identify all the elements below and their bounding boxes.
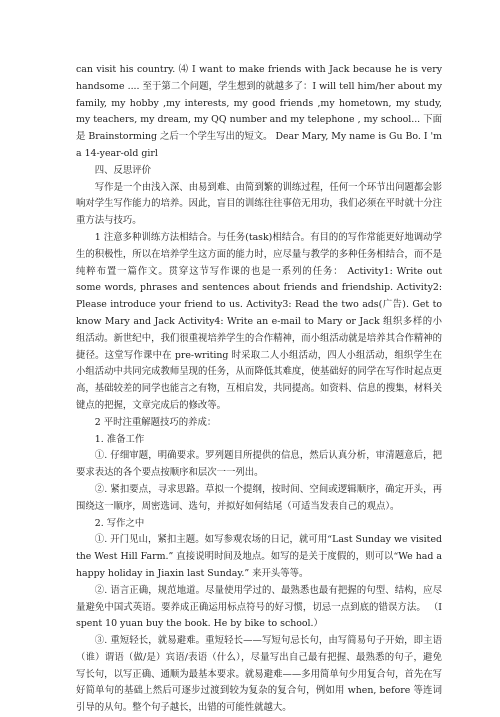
paragraph-problem-solving-skills: 2 平时注重解题技巧的养成： xyxy=(94,416,217,428)
subheading-during-writing: 2. 写作之中 xyxy=(94,517,145,529)
paragraph-prep-step-1: ①. 仔细审题，明确要求。罗列题目所提供的信息，然后认真分析，审清题意后，把要求表达的各个要点按顺序和层次一一列出。 xyxy=(76,450,442,479)
paragraph-writing-step-3: ③. 重短轻长，就易避难。重短轻长——写短句忌长句，由写简易句子开始，即主语（谁）谓语（做/是）宾语/表语（什么），尽量写出自己最有把握、最熟悉的句子，避免写长句，以写正确、通顺为最基本要求。就易避难——多用简单句少用复合句，首先在写好简单句的基础上然后可逐步过渡到较为复杂的复合句，例如用 when, before 等连词引导的从句。整个句子越长，出错的可能性就越大。 xyxy=(76,635,442,714)
paragraph-writing-step-2: ②. 语言正确，规范地道。尽量使用学过的、最熟悉也最有把握的句型、结构，应尽量避免中国式英语。要养成正确运用标点符号的好习惯，切忌一点到底的错误方法。 （I spent 10 yuan buy the book. He by bike to school.） xyxy=(76,584,442,630)
paragraph-training-methods: 1 注意多种训练方法相结合。与任务(task)相结合。有目的的写作常能更好地调动学生的积极性，所以在培养学生这方面的能力时，应尽量与教学的多种任务相结合，而不是纯粹布置一篇作文。贯穿这节写作课的也是一系列的任务： Activity1: Write out some words, phrases and sentences about friends and friendship. Activity2: Please introduce your friend to us. Activity3: Read the two ads(广告). Get to know Mary and Jack Activity4: Write an e-mail to Mary or Jack 组织多样的小组活动。新世纪中，我们很重视培养学生的合作精神，而小组活动就是培养其合作精神的捷径。这堂写作课中在 pre-writing 时采取二人小组活动，四人小组活动，组织学生在小组活动中共同完成教师呈现的任务，从而降低其难度，使基础好的同学在写作时起点更高，基础较差的同学也能言之有物，互相启发，共同提高。如资料、信息的搜集，材料关键点的把握，文章完成后的修改等。 xyxy=(76,231,442,411)
paragraph-writing-step-1: ①. 开门见山，紧扣主题。如写参观农场的日记，就可用“Last Sunday we visited the West Hill Farm.” 直接说明时间及地点。如写的是关于度假的，则可以“We had a happy holiday in Jiaxin last Sunday.” 来开头等等。 xyxy=(76,534,442,579)
section-heading-reflection: 四、反思评价 xyxy=(94,164,152,176)
paragraph-prep-step-2: ②. 紧扣要点，寻求思路。草拟一个提纲，按时间、空间或逻辑顺序，确定开头，再围绕这一顺序，周密选词、选句，并拟好如何结尾（可适当发表自己的观点）。 xyxy=(76,483,442,512)
paragraph-continued-intro: can visit his country. ⑷ I want to make friends with Jack because he is very handsome .... 至于第二个问题，学生想到的就越多了：I will tell him/her about my family, my hobby ,my interests, my good friends ,my hometown, my study, my teachers, my dream, my QQ number and my telephone , my school... 下面是 Brainstorming 之后一个学生写出的短文。 Dear Mary, My name is Gu Bo. I 'm a 14-year-old girl xyxy=(76,64,442,159)
paragraph-writing-process: 写作是一个由浅入深、由易到难、由简到繁的训练过程，任何一个环节出问题都会影响对学生写作能力的培养。因此，盲目的训练往往事倍无用功，我们必须在平时就十分注重方法与技巧。 xyxy=(76,181,442,227)
subheading-preparation: 1. 准备工作 xyxy=(94,433,145,445)
